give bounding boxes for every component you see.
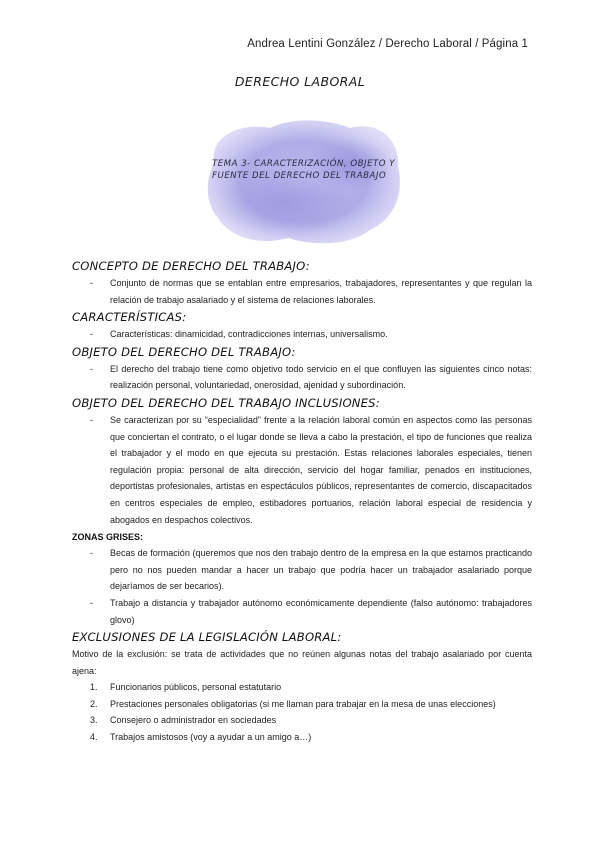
document-body	[72, 258, 532, 746]
list-item	[72, 326, 532, 343]
exclusiones-list	[72, 679, 532, 745]
dash-bullet: -	[90, 278, 93, 288]
list-item	[72, 545, 532, 595]
list-number: 1.	[90, 682, 98, 693]
dash-bullet: -	[90, 414, 93, 425]
caracteristicas-list	[72, 326, 532, 343]
document-title: DERECHO LABORAL	[234, 74, 366, 89]
list-number: 4.	[90, 732, 98, 743]
topic-line-1: TEMA 3- CARACTERIZACIÓN, OBJETO Y	[212, 159, 395, 169]
dash-bullet: -	[90, 597, 93, 608]
list-item-text: El derecho del trabajo tiene como objetivo todo servicio en el que confluyen las siguientes cinco notas: realización personal, voluntariedad, onerosidad, ajenidad y subordinación.	[110, 363, 532, 391]
list-item-text: Funcionarios públicos, personal estatutario	[110, 682, 282, 693]
inclusiones-list	[72, 412, 532, 528]
list-item-text: Trabajos amistosos (voy a ayudar a un amigo a…)	[110, 732, 312, 743]
list-number: 3.	[90, 715, 98, 726]
list-item	[72, 679, 532, 696]
list-item	[72, 275, 532, 308]
dash-bullet: -	[90, 329, 93, 340]
list-item-text: Prestaciones personales obligatorias (si me llaman para trabajar en la mesa de unas elecciones)	[110, 698, 496, 709]
list-number: 2.	[90, 698, 98, 709]
watercolor-blob-image	[200, 114, 406, 250]
zonas-grises-heading: ZONAS GRISES:	[72, 532, 144, 543]
list-item	[72, 361, 532, 394]
list-item	[72, 712, 532, 729]
objeto-list	[72, 361, 532, 394]
section-title-concepto: CONCEPTO DE DERECHO DEL TRABAJO:	[72, 259, 310, 273]
section-title-exclusiones: EXCLUSIONES DE LA LEGISLACIÓN LABORAL:	[72, 630, 342, 645]
section-title-inclusiones: OBJETO DEL DERECHO DEL TRABAJO INCLUSIONES:	[72, 395, 380, 410]
zonas-list	[72, 545, 532, 628]
exclusiones-intro: Motivo de la exclusión: se trata de actividades que no reúnen algunas notas del trabajo asalariado por cuenta ajena:	[72, 649, 532, 676]
list-item-text: Se caracterizan por su “especialidad” frente a la relación laboral común en aspectos como las personas que conciertan el contrato, o el lugar donde se lleva a cabo la prestación, el tipo de funciones que realiza el trabajador y el modo en que ejecuta su prestación. Estas relaciones laborales especiales, tienen regulación propia: personal de alta dirección, servicio del hogar familiar, penados en instituciones, deportistas profesionales, artistas en espectáculos públicos, representantes de comercio, discapacitados en centros especiales de empleo, estibadores portuarios, relación laboral especial de residencia y abogados en despachos colectivos.	[110, 414, 532, 525]
page-header: Andrea Lentini González / Derecho Laboral / Página 1	[247, 38, 528, 50]
list-item	[72, 412, 532, 528]
dash-bullet: -	[90, 548, 93, 559]
list-item	[72, 696, 532, 713]
topic-label	[212, 158, 412, 182]
list-item-text: Características: dinamicidad, contradicciones internas, universalismo.	[110, 329, 388, 340]
list-item	[72, 729, 532, 746]
concepto-list	[72, 275, 532, 308]
section-title-caracteristicas: CARACTERÍSTICAS:	[72, 310, 187, 325]
list-item	[72, 595, 532, 628]
list-item-text: Conjunto de normas que se entablan entre empresarios, trabajadores, representantes y que regulan la relación de trabajo asalariado y el sistema de relaciones laborales.	[110, 278, 532, 305]
topic-line-2: FUENTE DEL DERECHO DEL TRABAJO	[212, 171, 387, 181]
list-item-text: Becas de formación (queremos que nos den trabajo dentro de la empresa en la que estamos practicando pero no nos pueden mandar a hacer un trabajo que podría hacer un trabajador asalariado porque dejaríamos de ser becarios).	[110, 548, 532, 592]
dash-bullet: -	[90, 363, 93, 374]
list-item-text: Trabajo a distancia y trabajador autónomo económicamente dependiente (falso autónomo: trabajadores glovo)	[110, 597, 532, 625]
list-item-text: Consejero o administrador en sociedades	[110, 715, 277, 726]
section-title-objeto: OBJETO DEL DERECHO DEL TRABAJO:	[72, 344, 296, 359]
